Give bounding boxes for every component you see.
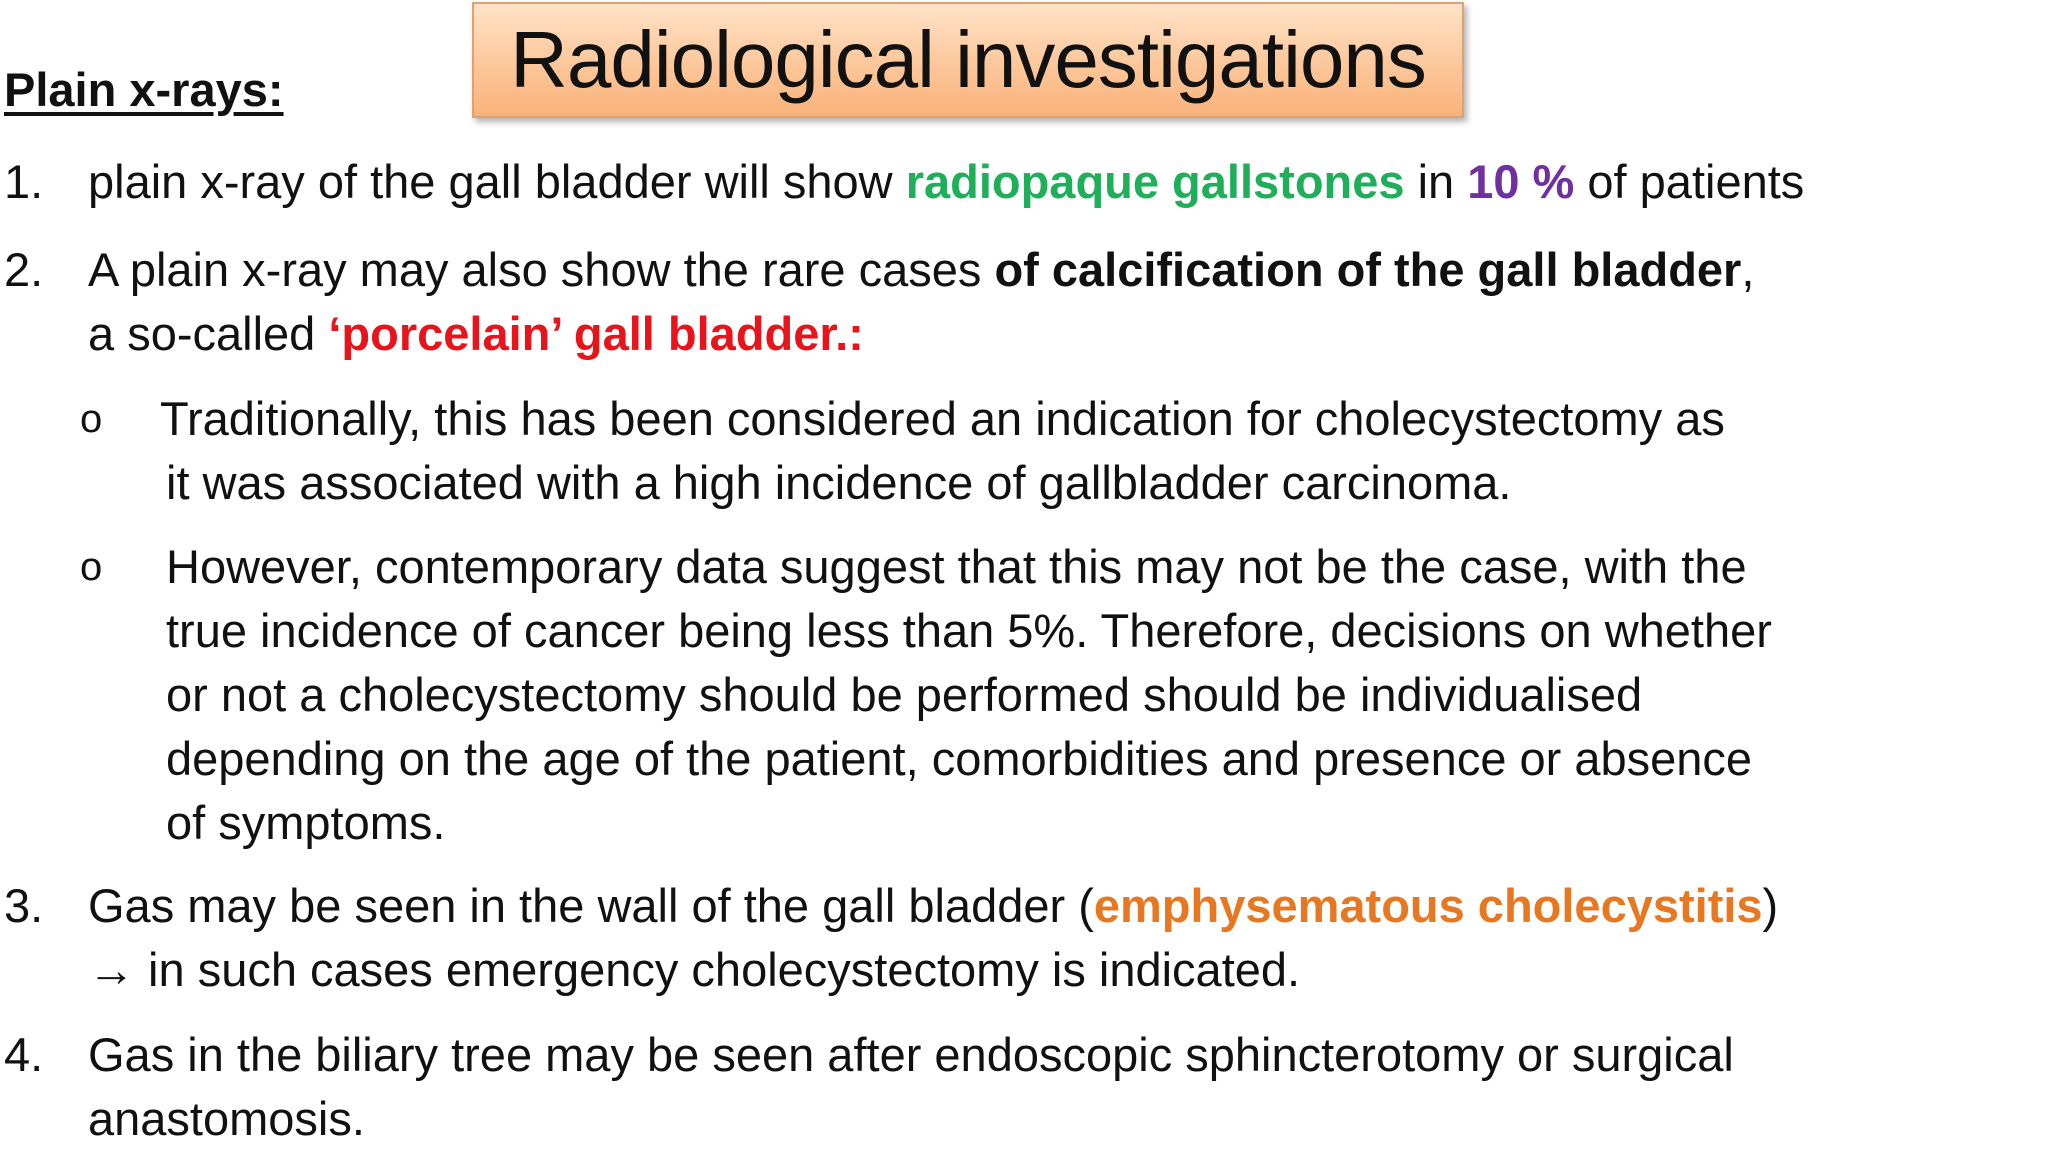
sub-line: Traditionally, this has been considered an indication for cholecystectomy as — [160, 392, 1725, 445]
highlight-emphysematous: emphysematous cholecystitis — [1093, 879, 1763, 932]
text-run: plain x-ray of the gall bladder will show — [88, 155, 906, 208]
item-line — [88, 938, 1778, 1002]
text-run: in — [1404, 155, 1468, 208]
sub-line: it was associated with a high incidence of gallbladder carcinoma. — [166, 456, 1512, 509]
highlight-calcification: of calcification of the gall bladder — [994, 243, 1742, 296]
highlight-porcelain: ‘porcelain’ gall bladder.: — [328, 307, 864, 360]
text-run: A plain x-ray may also show the rare cases — [88, 243, 995, 296]
sub-item-text — [160, 387, 1725, 515]
highlight-radiopaque-gallstones: radiopaque gallstones — [905, 155, 1405, 208]
sub-line: However, contemporary data suggest that this may not be the case, with the — [166, 540, 1747, 593]
text-run: , — [1741, 243, 1755, 296]
slide-title: Radiological investigations — [510, 15, 1426, 104]
title-box — [472, 2, 1464, 118]
section-heading: Plain x-rays: — [4, 63, 284, 116]
item-text — [88, 1023, 1734, 1151]
item-line: anastomosis. — [88, 1092, 365, 1145]
sub-line: depending on the age of the patient, comorbidities and presence or absence — [166, 732, 1753, 785]
text-run: of patients — [1574, 155, 1805, 208]
item-number: 4. — [4, 1028, 44, 1081]
item-number: 1. — [4, 155, 44, 208]
bullet-icon: o — [80, 545, 103, 589]
arrow-right-icon: → — [88, 943, 135, 996]
text-run: Gas may be seen in the wall of the gall bladder ( — [88, 879, 1094, 932]
sub-line: true incidence of cancer being less than 5%. Therefore, decisions on whether — [166, 604, 1772, 657]
bullet-icon: o — [80, 397, 103, 441]
sub-item-text — [166, 535, 1772, 855]
sub-line: of symptoms. — [166, 796, 446, 849]
item-text — [88, 150, 1804, 214]
item-line — [88, 238, 1754, 302]
item-text — [88, 874, 1778, 1002]
item-line — [88, 302, 1754, 366]
text-run: in such cases emergency cholecystectomy is indicated. — [135, 943, 1301, 996]
item-line: Gas in the biliary tree may be seen after endoscopic sphincterotomy or surgical — [88, 1028, 1734, 1081]
item-text — [88, 238, 1754, 366]
item-number: 3. — [4, 879, 44, 932]
sub-line: or not a cholecystectomy should be performed should be individualised — [166, 668, 1643, 721]
highlight-percentage: 10 % — [1467, 155, 1575, 208]
text-run: ) — [1762, 879, 1779, 932]
text-run: a so-called — [88, 307, 329, 360]
item-number: 2. — [4, 243, 44, 296]
item-line — [88, 874, 1778, 938]
